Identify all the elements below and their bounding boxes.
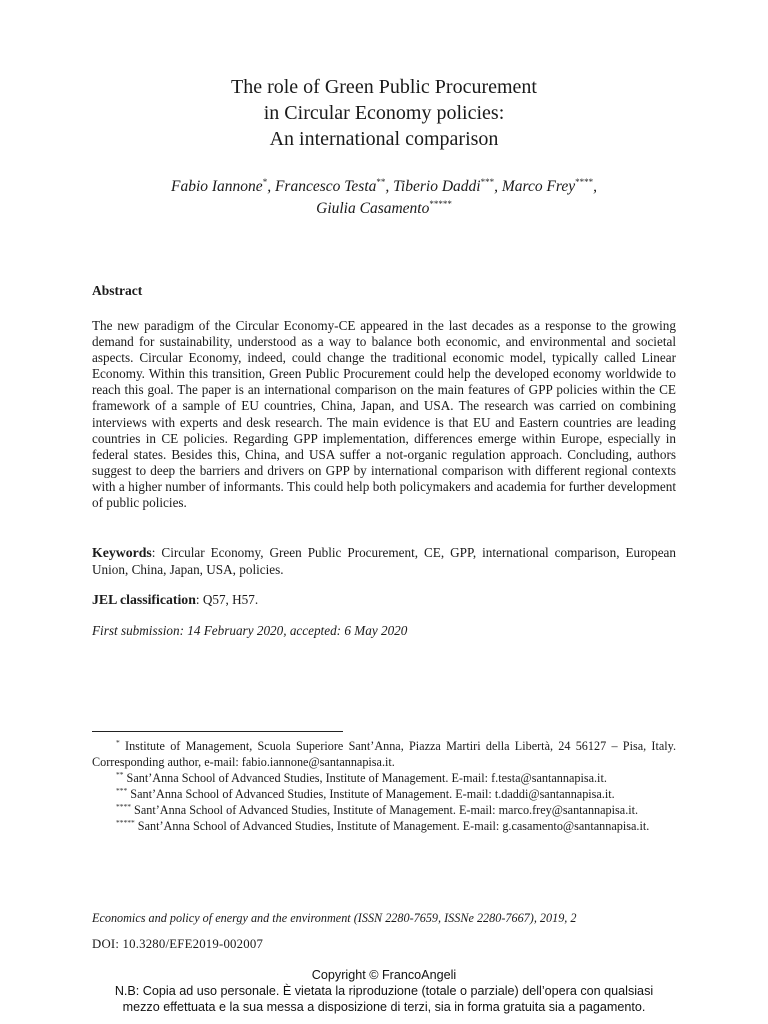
author-mark: **** (575, 177, 594, 187)
footnote (92, 786, 676, 802)
footnote (92, 818, 676, 834)
author-name: Tiberio Daddi (393, 178, 481, 195)
keywords (92, 544, 676, 578)
footnote-mark: *** (116, 786, 128, 796)
title-line: An international comparison (269, 128, 499, 150)
title-line: The role of Green Public Procurement (230, 76, 537, 98)
copyright-line: Copyright © FrancoAngeli (311, 968, 457, 982)
footnote (92, 738, 676, 770)
abstract-text: The new paradigm of the Circular Economy-CE appeared in the last decades as a response to the growing demand for sustainability, understood as a way to balance both economic, and environmental and societal aspects. Circular Economy, indeed, could change the traditional economic model, typically called Linear Economy. Within this transition, Green Public Procurement could help the developed economy worldwide to reach this goal. The paper is an international comparison on the main features of GPP policies within the CE framework of a sample of EU countries, China, Japan, and USA. The research was carried on combining interviews with experts and desk research. The main evidence is that EU and Eastern countries are leading countries in CE policies. Regarding GPP implementation, differences emerge within Europe, especially in federal states. Besides this, China, and USA suffer a not-organic regulation approach. Concluding, authors suggest to deep the barriers and drivers on GPP by international comparison with different regional contexts with a higher number of informants. This could help both policymakers and academia for further development of public policies. (92, 318, 676, 511)
jel-classification (92, 592, 258, 608)
footnote-mark: ***** (116, 818, 135, 828)
author-name: Marco Frey (501, 178, 576, 195)
author-name: Giulia Casamento (316, 200, 430, 217)
copyright-notice (0, 967, 768, 1015)
footnote-mark: **** (116, 802, 131, 812)
footnote-divider (92, 731, 343, 732)
footnotes (92, 738, 676, 835)
author-mark: ***** (429, 199, 452, 209)
jel-label: JEL classification (92, 592, 196, 607)
author-mark: ** (376, 177, 386, 187)
doi: DOI: 10.3280/EFE2019-002007 (92, 937, 264, 951)
footnote-text: Sant’Anna School of Advanced Studies, Institute of Management. E-mail: g.casamento@santannapisa.it. (134, 819, 650, 834)
author-name: Fabio Iannone (170, 178, 263, 195)
footnote (92, 770, 676, 786)
journal-citation: Economics and policy of energy and the environment (ISSN 2280-7659, ISSNe 2280-7667), 2019, 2 (92, 911, 577, 925)
footnote-text: Sant’Anna School of Advanced Studies, Institute of Management. E-mail: marco.frey@santannapisa.it. (131, 803, 639, 818)
author-mark: *** (480, 177, 495, 187)
footnote-mark: ** (116, 770, 124, 780)
keywords-label: Keywords (92, 545, 152, 560)
author-mark: * (262, 177, 268, 187)
author-name: Francesco Testa (274, 178, 377, 195)
footnote-text: Sant’Anna School of Advanced Studies, Institute of Management. E-mail: t.daddi@santannapisa.it. (127, 787, 615, 802)
footnote-text: Sant’Anna School of Advanced Studies, Institute of Management. E-mail: f.testa@santannapisa.it. (123, 771, 607, 786)
jel-text: : Q57, H57. (195, 592, 259, 607)
footnote-text: Institute of Management, Scuola Superiore Sant’Anna, Piazza Martiri della Libertà, 24 56127 – Pisa, Italy. Corresponding author, e-mail: fabio.iannone@santannapisa.it. (92, 739, 676, 770)
copyright-line: N.B: Copia ad uso personale. È vietata la riproduzione (totale o parziale) dell’opera con qualsiasi (114, 984, 654, 998)
footnote-mark: * (116, 738, 120, 747)
footnote (92, 802, 676, 818)
copyright-line: mezzo effettuata e la sua messa a disposizione di terzi, sia in forma gratuita sia a pagamento. (122, 1000, 646, 1014)
submission-dates: First submission: 14 February 2020, accepted: 6 May 2020 (92, 623, 408, 638)
abstract-heading: Abstract (92, 283, 143, 298)
title-line: in Circular Economy policies: (263, 102, 505, 124)
keywords-text: : Circular Economy, Green Public Procurement, CE, GPP, international comparison, European Union, China, Japan, USA, policies. (92, 545, 676, 577)
author-list: Fabio Iannone*, Francesco Testa**, Tiberio Daddi***, Marco Frey****, Giulia Casamento***** (170, 177, 598, 217)
paper-title (92, 74, 676, 152)
